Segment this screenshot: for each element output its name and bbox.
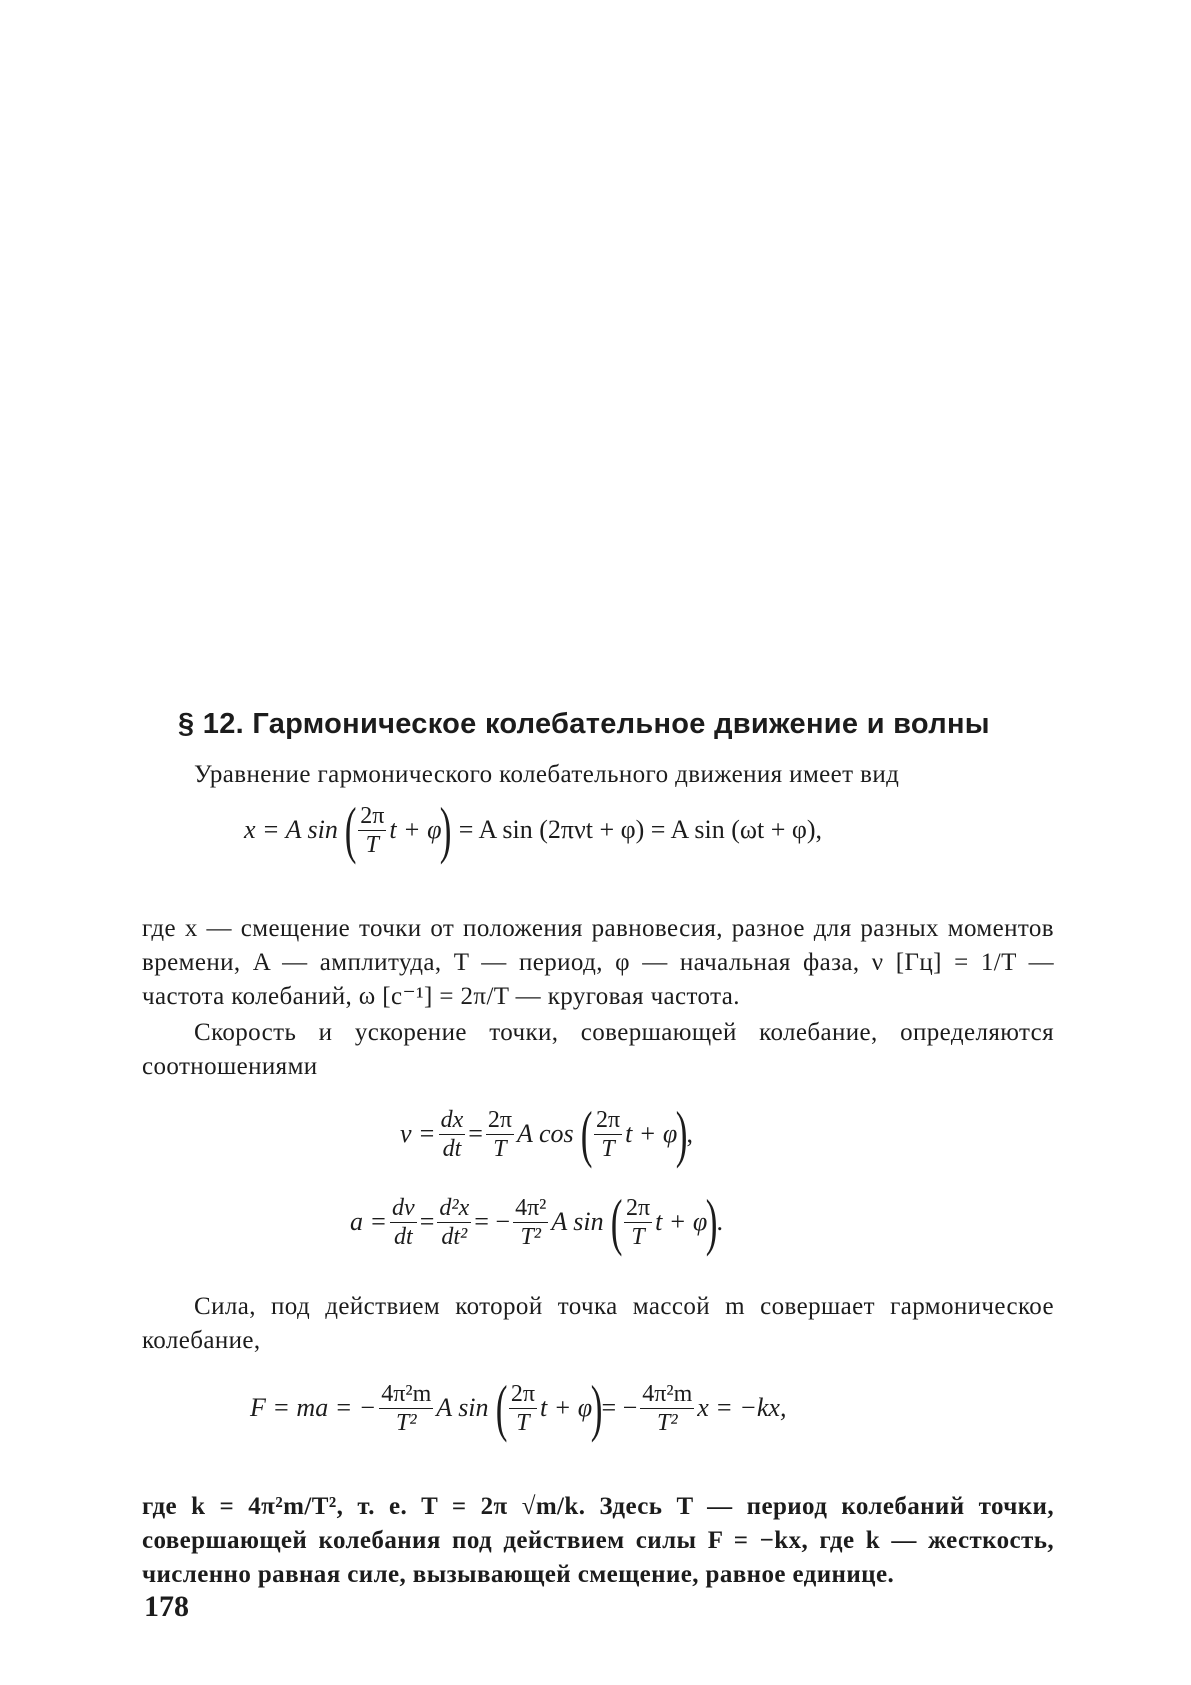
- open-paren: (: [495, 1372, 508, 1443]
- equals-sign: =: [419, 1207, 435, 1236]
- equation-force: [250, 1372, 787, 1443]
- eqf-frac2: [509, 1382, 537, 1435]
- eqa-frac2-num: d²x: [439, 1194, 470, 1221]
- eqa-frac2-den: dt²: [441, 1223, 468, 1250]
- equation-acceleration: [350, 1186, 724, 1257]
- eqf-frac1: [379, 1382, 433, 1435]
- closing-paragraph: где k = 4π²m/T², т. е. T = 2π √m/k. Здесь T — период колебаний точки, совершающей колебания под действием силы F = −kx, где k — жесткость, численно равная силе, вызывающей смещение, равное единице.: [142, 1493, 1054, 1588]
- eqv-frac1-den: dt: [442, 1135, 462, 1162]
- open-paren: (: [610, 1186, 623, 1257]
- eqf-frac1-num: 4π²m: [381, 1380, 432, 1407]
- eq1-inner-tail: t + φ: [389, 815, 442, 844]
- intro-paragraph: Уравнение гармонического колебательного движения имеет вид: [194, 761, 900, 788]
- force-intro-paragraph: Сила, под действием которой точка массой m совершает гармоническое колебание,: [142, 1293, 1054, 1354]
- eqf-frac2-den: T: [516, 1409, 530, 1436]
- eqa-frac3-den: T²: [520, 1223, 541, 1250]
- equation-displacement: [244, 794, 823, 865]
- eqv-inner-tail: t + φ: [625, 1119, 678, 1148]
- eqv-frac2-den: T: [493, 1135, 507, 1162]
- eqf-frac3-num: 4π²m: [642, 1380, 693, 1407]
- eqa-frac3-num: 4π²: [515, 1194, 547, 1221]
- section-heading: § 12. Гармоническое колебательное движение и волны: [178, 708, 990, 740]
- eq1-fraction: [358, 804, 386, 857]
- eqf-eq2: = −: [601, 1393, 638, 1422]
- eqa-mid: A sin: [551, 1207, 604, 1236]
- eqf-inner-tail: t + φ: [539, 1393, 593, 1422]
- eq1-lhs: x = A sin: [244, 815, 338, 844]
- eqf-lhs: F = ma = −: [250, 1393, 377, 1422]
- eqv-frac1-num: dx: [440, 1106, 464, 1133]
- eqa-lhs: a =: [350, 1207, 388, 1236]
- eqv-frac2: [486, 1108, 514, 1161]
- close-paren: ): [676, 1098, 688, 1169]
- open-paren: (: [344, 794, 357, 865]
- eqv-frac3-den: T: [601, 1135, 615, 1162]
- eqa-frac1: [390, 1196, 417, 1249]
- close-paren: ): [440, 794, 452, 865]
- velocity-intro-paragraph: Скорость и ускорение точки, совершающей колебание, определяются соотношениями: [142, 1019, 1054, 1080]
- eqa-frac1-num: dv: [392, 1194, 415, 1221]
- eqf-frac3: [640, 1382, 694, 1435]
- open-paren: (: [580, 1098, 593, 1169]
- eqf-frac2-num: 2π: [510, 1380, 535, 1407]
- eqv-end: ,: [686, 1119, 694, 1148]
- eqv-mid: A cos: [517, 1119, 574, 1148]
- equals-minus-sign: = −: [474, 1207, 511, 1236]
- eqa-end: .: [716, 1207, 724, 1236]
- eqf-frac1-den: T²: [396, 1409, 417, 1436]
- eqv-lhs: v =: [400, 1119, 436, 1148]
- eqa-frac3: [513, 1196, 548, 1249]
- equation-velocity: [400, 1098, 694, 1169]
- eqv-frac1: [439, 1108, 466, 1161]
- eqv-frac3: [594, 1108, 622, 1161]
- eqa-inner-tail: t + φ: [655, 1207, 708, 1236]
- eqf-end: x = −kx,: [697, 1393, 787, 1422]
- eqv-frac3-num: 2π: [595, 1106, 621, 1133]
- eq1-rest: = A sin (2πνt + φ) = A sin (ωt + φ),: [458, 815, 823, 844]
- equals-sign: =: [468, 1119, 483, 1148]
- definitions-paragraph: где x — смещение точки от положения равновесия, разное для разных моментов времени, A — амплитуда, T — период, φ — начальная фаза, ν [Гц] = 1/T — частота колебаний, ω [с⁻¹] = 2π/T — круговая частота.: [142, 915, 1055, 1010]
- eqv-frac2-num: 2π: [487, 1106, 513, 1133]
- eq1-frac-num: 2π: [360, 802, 385, 829]
- eqa-frac2: [437, 1196, 471, 1249]
- eqa-frac4: [624, 1196, 652, 1249]
- close-paren: ): [706, 1186, 718, 1257]
- eqa-frac1-den: dt: [394, 1223, 413, 1250]
- eqf-frac3-den: T²: [657, 1409, 678, 1436]
- eqf-mid: A sin: [436, 1393, 489, 1422]
- close-paren: ): [590, 1372, 603, 1443]
- page-number: 178: [144, 1590, 189, 1623]
- eqa-frac4-num: 2π: [625, 1194, 651, 1221]
- eq1-frac-den: T: [365, 831, 379, 858]
- eqa-frac4-den: T: [631, 1223, 645, 1250]
